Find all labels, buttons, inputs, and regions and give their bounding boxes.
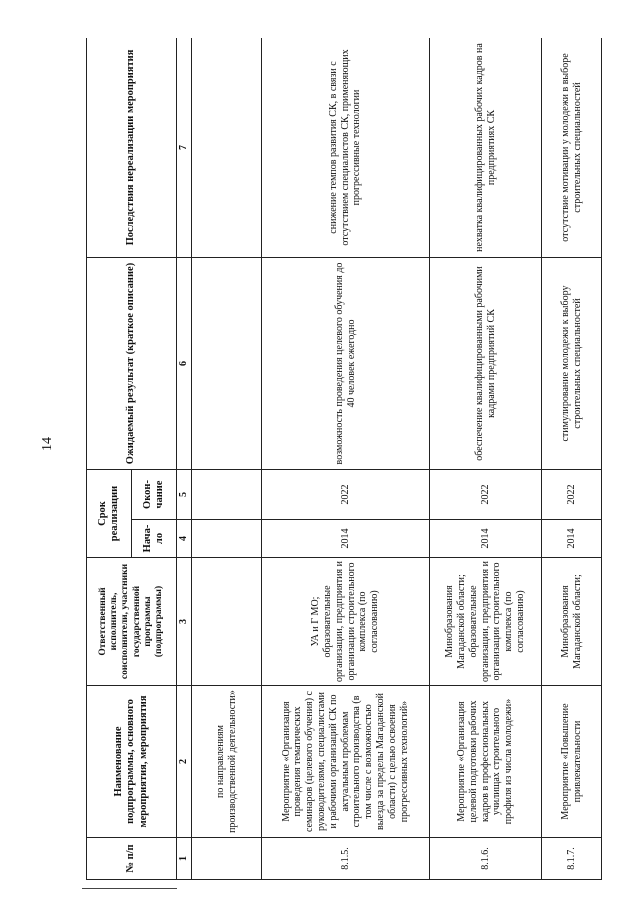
header-num: № п/п	[87, 838, 177, 880]
row-start	[192, 520, 262, 558]
row-consequence	[192, 38, 262, 258]
column-number-row	[177, 38, 192, 880]
row-end: 2022	[542, 470, 602, 520]
row-end	[192, 470, 262, 520]
header-end: Окон-чание	[132, 470, 177, 520]
row-start: 2014	[430, 520, 542, 558]
header-period: Срок реализации	[87, 470, 132, 558]
header-result: Ожидаемый результат (краткое описание)	[87, 258, 177, 470]
header-consequence: Последствия нереализации мероприятия	[87, 38, 177, 258]
row-start: 2014	[542, 520, 602, 558]
row-executor: УА и Г МО; образовательные организации, предприятия и организации строительного комплекса (по согласованию)	[262, 558, 430, 686]
column-number: 4	[177, 520, 192, 558]
column-number: 6	[177, 258, 192, 470]
row-start: 2014	[262, 520, 430, 558]
row-num: 8.1.6.	[430, 838, 542, 880]
row-name: по направлениям производственной деятельности»	[192, 686, 262, 838]
row-executor: Минобразования Магаданской области; образовательные организации, предприятия и организации строительного комплекса (по согласованию)	[430, 558, 542, 686]
row-result: обеспечение квалифицированными рабочими кадрами предприятий СК	[430, 258, 542, 470]
footnote-rule	[82, 888, 177, 889]
row-end: 2022	[430, 470, 542, 520]
header-start: Нача-ло	[132, 520, 177, 558]
program-table	[86, 38, 602, 880]
header-name: Наименование подпрограммы, основного мероприятия, мероприятия	[87, 686, 177, 838]
header-row	[87, 38, 132, 880]
column-number: 3	[177, 558, 192, 686]
table-row	[262, 38, 430, 880]
table-row	[542, 38, 602, 880]
row-result	[192, 258, 262, 470]
rotated-table	[86, 38, 602, 880]
row-name: Мероприятие «Организация проведения тематических семинаров (целевого обучения) с руководителями, специалистами и рабочими организаций СК по актуальным проблемам строительного производства (в том числе с возможностью выезда за пределы Магаданской области) с целью освоения прогрессивных технологий»	[262, 686, 430, 838]
column-number: 1	[177, 838, 192, 880]
table-container	[86, 38, 602, 880]
row-consequence: нехватка квалифицированных рабочих кадров на предприятиях СК	[430, 38, 542, 258]
row-end: 2022	[262, 470, 430, 520]
table-row	[192, 38, 262, 880]
row-result: стимулирование молодежи к выбору строительных специальностей	[542, 258, 602, 470]
column-number: 2	[177, 686, 192, 838]
row-num: 8.1.5.	[262, 838, 430, 880]
column-number: 5	[177, 470, 192, 520]
row-result: возможность проведения целевого обучения до 40 человек ежегодно	[262, 258, 430, 470]
row-consequence: отсутствие мотивации у молодежи в выборе строительных специальностей	[542, 38, 602, 258]
row-name: Мероприятие «Организация целевой подготовки рабочих кадров в профессиональных училищах строительного профиля из числа молодежи»	[430, 686, 542, 838]
column-number: 7	[177, 38, 192, 258]
row-executor	[192, 558, 262, 686]
table-row	[430, 38, 542, 880]
row-num: 8.1.7.	[542, 838, 602, 880]
row-executor: Минобразования Магаданской области;	[542, 558, 602, 686]
page-number: 14	[40, 437, 55, 451]
header-executor: Ответственный исполнитель, соисполнители, участники государственной программы (подпрограммы)	[87, 558, 177, 686]
row-num	[192, 838, 262, 880]
row-name: Мероприятие «Повышение привлекательности	[542, 686, 602, 838]
row-consequence: снижение темпов развития СК, в связи с отсутствием специалистов СК, применяющих прогрессивные технологии	[262, 38, 430, 258]
